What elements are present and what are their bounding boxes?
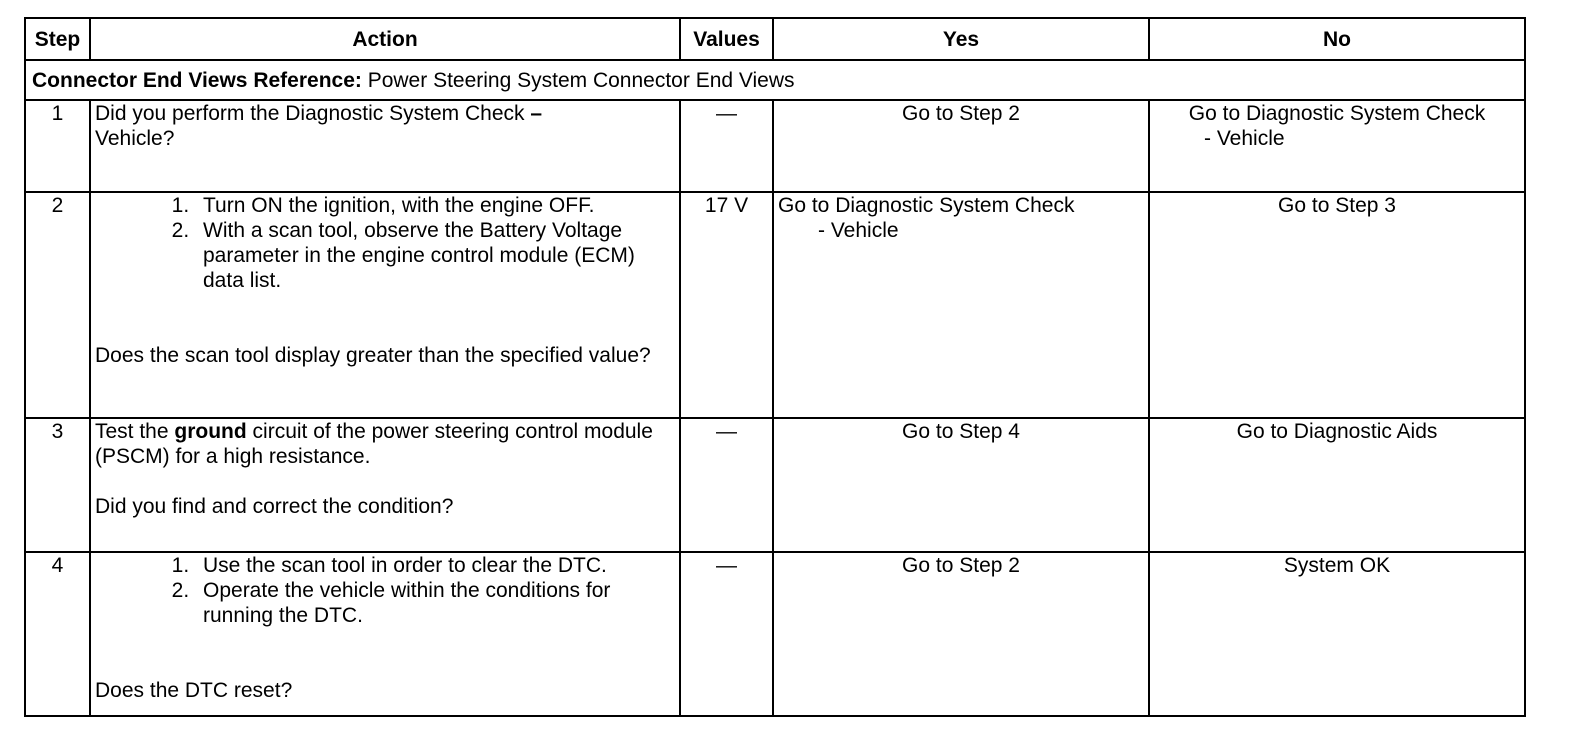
header-row (25, 18, 1525, 60)
table-row-step-4 (25, 552, 1525, 716)
spacer (95, 293, 675, 343)
no-text: Go to Diagnostic System Check (1188, 102, 1486, 125)
no-cell (1149, 100, 1525, 192)
step-number: 2 (25, 192, 90, 418)
action-steps-list (95, 553, 675, 628)
value-cell: — (680, 418, 773, 552)
yes-cell: Go to Step 2 (773, 552, 1149, 716)
header-no: No (1149, 18, 1525, 60)
action-text: Did you perform the Diagnostic System Check (95, 102, 531, 125)
header-step: Step (25, 18, 90, 60)
table-row-step-1 (25, 100, 1525, 192)
reference-text: Power Steering System Connector End Views (361, 68, 795, 92)
action-cell (90, 552, 680, 716)
yes-cell: Go to Step 4 (773, 418, 1149, 552)
spacer (95, 469, 675, 494)
action-dash: – (530, 102, 543, 125)
header-action: Action (90, 18, 680, 60)
action-steps-list (95, 193, 675, 293)
header-yes: Yes (773, 18, 1149, 60)
action-cell (90, 418, 680, 552)
no-text-cont: - Vehicle (1204, 127, 1285, 150)
table-row-step-2 (25, 192, 1525, 418)
action-question: Does the DTC reset? (95, 679, 293, 702)
step-number: 3 (25, 418, 90, 552)
no-cell: Go to Step 3 (1149, 192, 1525, 418)
action-text-bold: ground (174, 420, 247, 443)
action-cell (90, 192, 680, 418)
diagnostic-table (24, 17, 1526, 717)
reference-label: Connector End Views Reference: (32, 68, 362, 92)
action-text-cont: Vehicle? (95, 127, 175, 150)
yes-cell: Go to Step 2 (773, 100, 1149, 192)
value-cell: — (680, 100, 773, 192)
action-step-item: 1. Use the scan tool in order to clear the DTC. (195, 553, 675, 578)
action-step-item: 2. Operate the vehicle within the conditions for running the DTC. (195, 578, 675, 628)
reference-row (25, 60, 1525, 100)
action-step-item: 1. Turn ON the ignition, with the engine OFF. (195, 193, 675, 218)
action-text-pre: Test the (95, 420, 175, 443)
action-cell (90, 100, 680, 192)
value-cell: — (680, 552, 773, 716)
table-row-step-3 (25, 418, 1525, 552)
header-values: Values (680, 18, 773, 60)
reference-cell (25, 60, 1525, 100)
step-number: 1 (25, 100, 90, 192)
yes-cell (773, 192, 1149, 418)
no-cell: Go to Diagnostic Aids (1149, 418, 1525, 552)
action-question: Did you find and correct the condition? (95, 495, 454, 518)
no-cell: System OK (1149, 552, 1525, 716)
action-text (95, 419, 675, 469)
spacer (95, 628, 675, 678)
yes-text-cont: - Vehicle (818, 219, 899, 242)
action-step-item: 2. With a scan tool, observe the Battery Voltage parameter in the engine control module (ECM) data list. (195, 218, 675, 293)
action-text-post: circuit of the power steering control module (PSCM) for a high resistance. (95, 420, 653, 468)
step-number: 4 (25, 552, 90, 716)
action-question: Does the scan tool display greater than the specified value? (95, 344, 651, 367)
yes-text: Go to Diagnostic System Check (778, 194, 1075, 217)
value-cell: 17 V (680, 192, 773, 418)
